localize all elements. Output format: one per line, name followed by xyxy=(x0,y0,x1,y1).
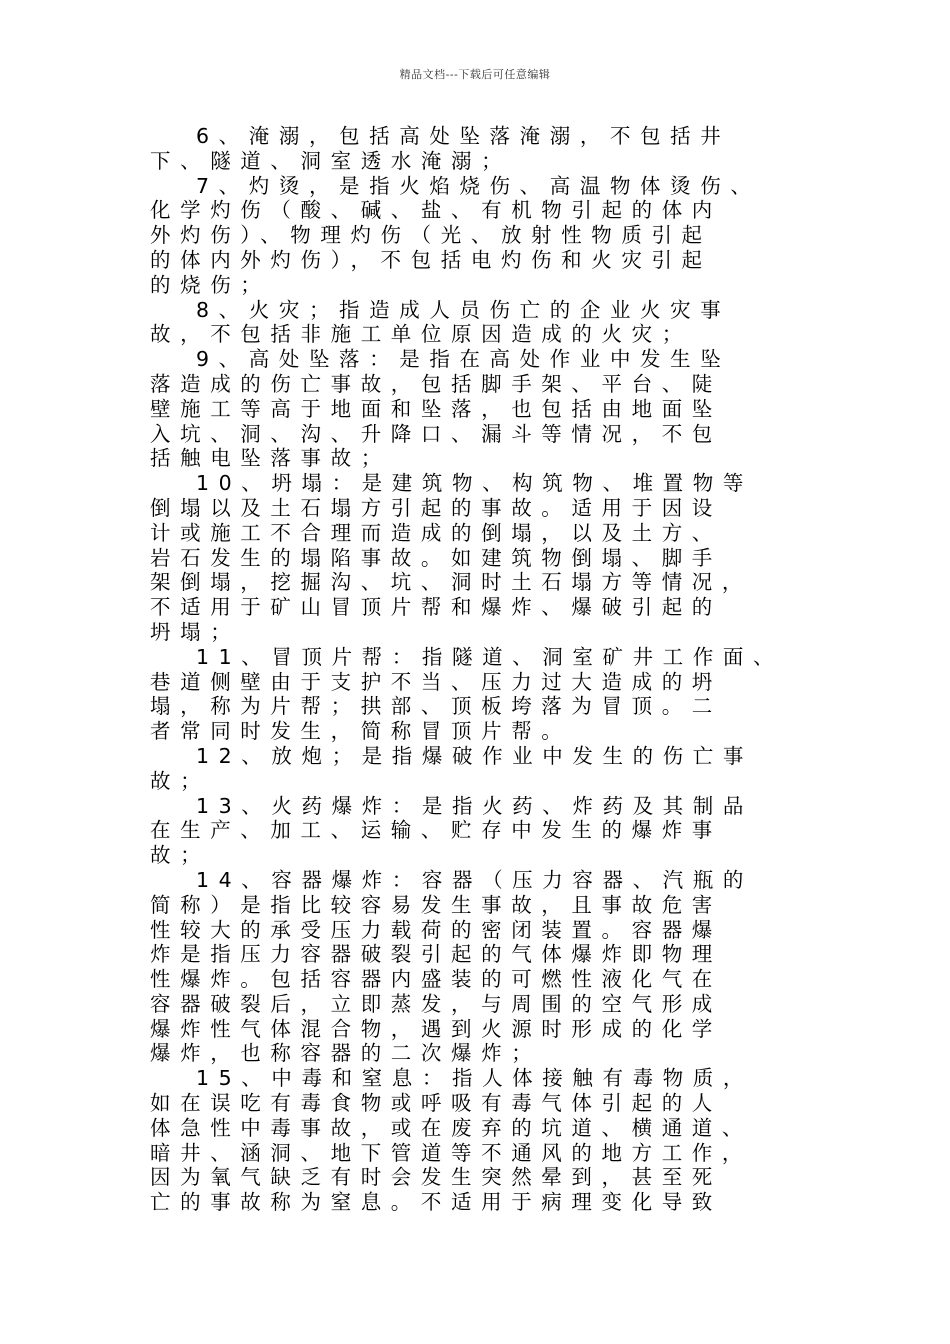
paragraph-line: 爆炸性气体混合物，遇到火源时形成的化学 xyxy=(150,1016,722,1041)
paragraph-line: 12、放炮；是指爆破作业中发生的伤亡事 xyxy=(196,743,753,768)
page-header: 精品文档---下载后可任意编辑 xyxy=(399,68,551,81)
paragraph-line: 计或施工不合理而造成的倒塌，以及土方、 xyxy=(150,520,722,545)
paragraph-line: 7、灼烫，是指火焰烧伤、高温物体烫伤、 xyxy=(196,173,761,198)
paragraph-line: 下、隧道、洞室透水淹溺； xyxy=(150,148,512,173)
paragraph-line: 体急性中毒事故，或在废弃的坑道、横通道、 xyxy=(150,1115,752,1140)
paragraph-line: 的体内外灼伤），不包括电灼伤和火灾引起 xyxy=(150,247,712,272)
paragraph-line: 因为氧气缺乏有时会发生突然晕到，甚至死 xyxy=(150,1165,722,1190)
paragraph-line: 10、坍塌：是建筑物、构筑物、堆置物等 xyxy=(196,471,753,496)
paragraph-line: 8、火灾；指造成人员伤亡的企业火灾事 xyxy=(196,297,731,322)
paragraph-line: 入坑、洞、沟、升降口、漏斗等情况，不包 xyxy=(150,421,722,446)
paragraph-line: 暗井、涵洞、地下管道等不通风的地方工作， xyxy=(150,1140,752,1165)
paragraph-line: 11、冒顶片帮：指隧道、洞室矿井工作面、 xyxy=(196,644,784,669)
paragraph-line: 落造成的伤亡事故，包括脚手架、平台、陡 xyxy=(150,371,722,396)
paragraph-line: 架倒塌，挖掘沟、坑、洞时土石塌方等情况， xyxy=(150,570,752,595)
paragraph-line: 14、容器爆炸：容器（压力容器、汽瓶的 xyxy=(196,867,753,892)
paragraph-line: 外灼伤）、物理灼伤（光、放射性物质引起 xyxy=(150,223,712,248)
paragraph-line: 性较大的承受压力载荷的密闭装置。容器爆 xyxy=(150,917,722,942)
paragraph-line: 者常同时发生，简称冒顶片帮。 xyxy=(150,719,572,744)
paragraph-line: 巷道侧壁由于支护不当、压力过大造成的坍 xyxy=(150,669,722,694)
paragraph-line: 炸是指压力容器破裂引起的气体爆炸即物理 xyxy=(150,942,722,967)
document-body xyxy=(150,124,815,1215)
paragraph-line: 岩石发生的塌陷事故。如建筑物倒塌、脚手 xyxy=(150,545,722,570)
paragraph-line: 塌，称为片帮；拱部、顶板垮落为冒顶。二 xyxy=(150,694,722,719)
paragraph-line: 的烧伤； xyxy=(150,272,271,297)
paragraph-line: 亡的事故称为窒息。不适用于病理变化导致 xyxy=(150,1190,722,1215)
paragraph-line: 性爆炸。包括容器内盛装的可燃性液化气在 xyxy=(150,967,722,992)
paragraph-line: 坍塌； xyxy=(150,619,241,644)
paragraph-line: 如在误吃有毒食物或呼吸有毒气体引起的人 xyxy=(150,1091,722,1116)
paragraph-line: 在生产、加工、运输、贮存中发生的爆炸事 xyxy=(150,818,722,843)
paragraph-line: 倒塌以及土石塌方引起的事故。适用于因设 xyxy=(150,495,722,520)
paragraph-line: 不适用于矿山冒顶片帮和爆炸、爆破引起的 xyxy=(150,595,722,620)
paragraph-line: 容器破裂后，立即蒸发，与周围的空气形成 xyxy=(150,991,722,1016)
paragraph-line: 6、淹溺，包括高处坠落淹溺，不包括井 xyxy=(196,124,731,148)
paragraph-line: 9、高处坠落：是指在高处作业中发生坠 xyxy=(196,347,731,372)
paragraph-line: 13、火药爆炸：是指火药、炸药及其制品 xyxy=(196,793,753,818)
paragraph-line: 简称）是指比较容易发生事故，且事故危害 xyxy=(150,892,722,917)
paragraph-line: 15、中毒和窒息：指人体接触有毒物质， xyxy=(196,1066,753,1091)
paragraph-line: 括触电坠落事故； xyxy=(150,446,391,471)
paragraph-line: 爆炸，也称容器的二次爆炸； xyxy=(150,1041,542,1066)
paragraph-line: 故，不包括非施工单位原因造成的火灾； xyxy=(150,322,692,347)
paragraph-line: 故； xyxy=(150,768,211,793)
paragraph-line: 化学灼伤（酸、碱、盐、有机物引起的体内 xyxy=(150,198,722,223)
paragraph-line: 壁施工等高于地面和坠落，也包括由地面坠 xyxy=(150,396,722,421)
paragraph-line: 故； xyxy=(150,843,211,868)
